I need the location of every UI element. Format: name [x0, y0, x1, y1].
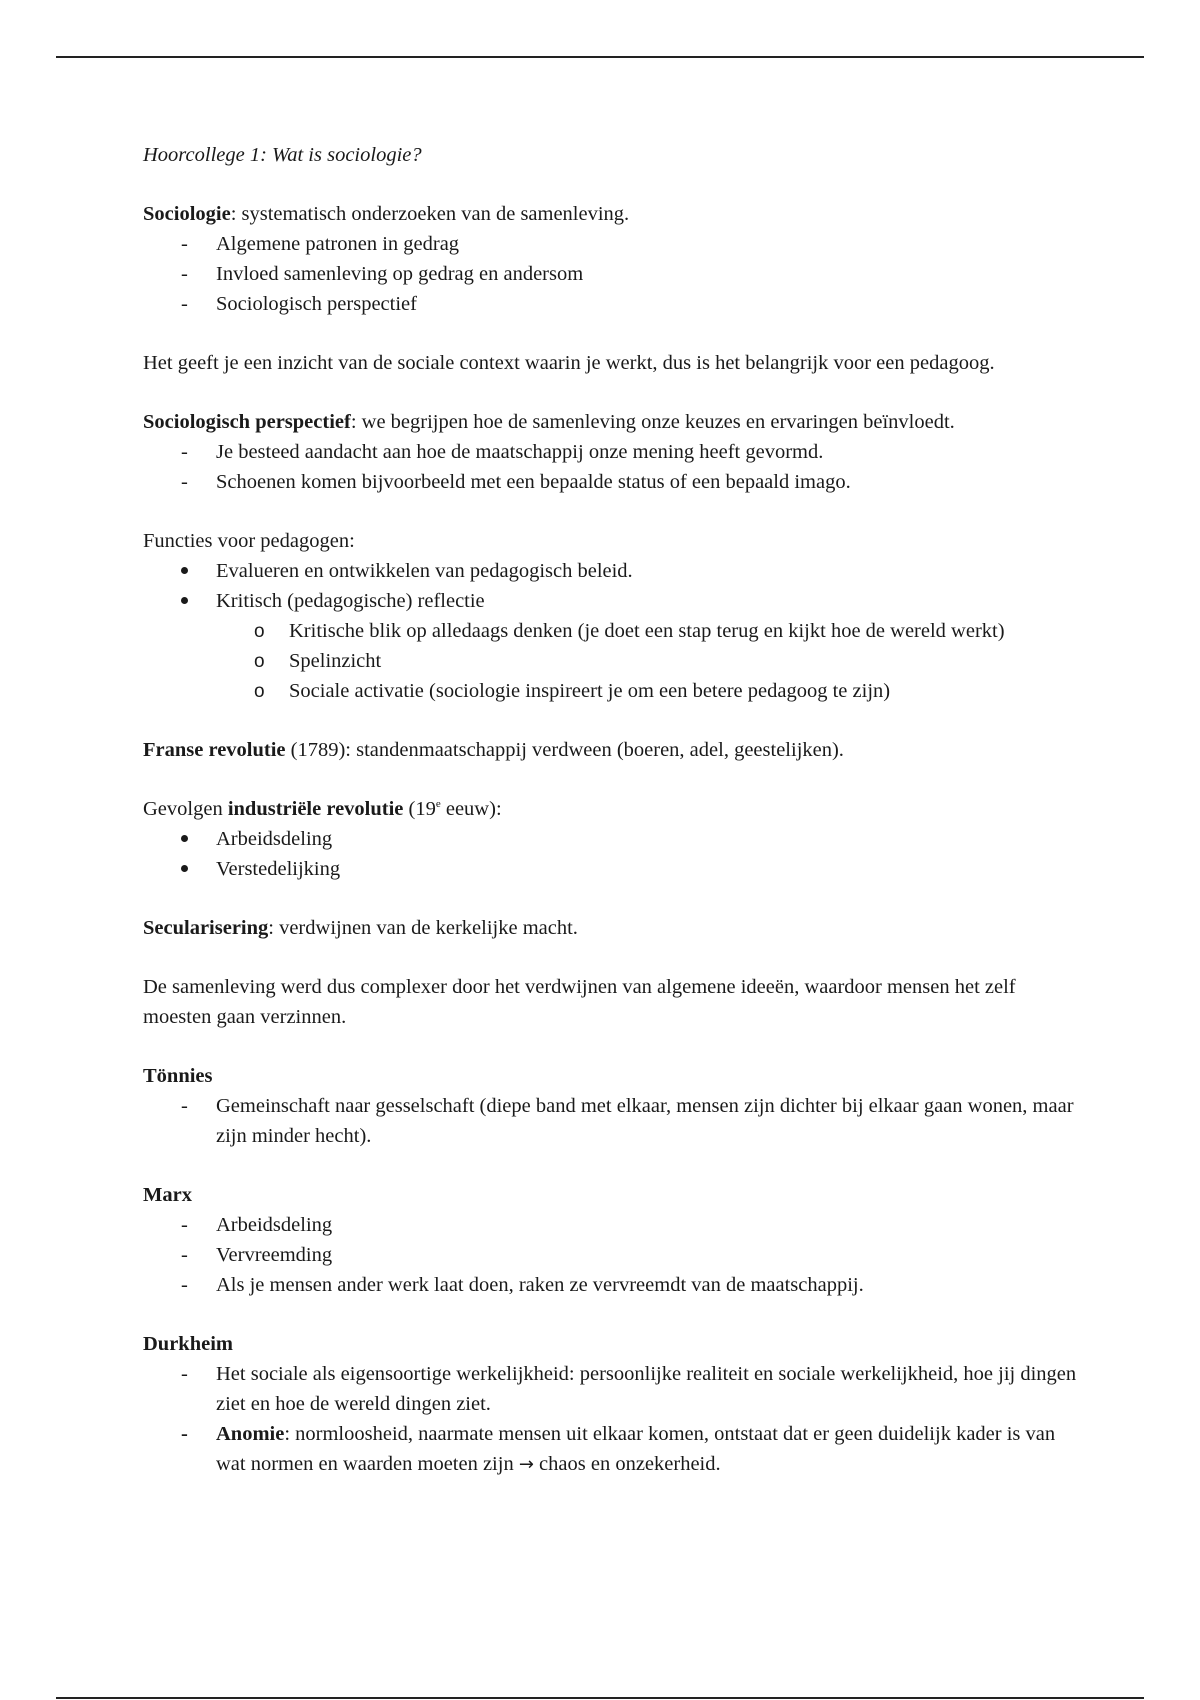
dash-bullet [181, 467, 201, 497]
dash-bullet [181, 1419, 201, 1449]
document-title: Hoorcollege 1: Wat is sociologie? [143, 144, 422, 166]
sublist-item: o Kritische blik op alledaags denken (je doet een stap terug en kijkt hoe de wereld werkt) [216, 616, 1083, 646]
list-item: Evalueren en ontwikkelen van pedagogisch beleid. [216, 560, 633, 582]
list-durkheim [143, 1359, 1083, 1480]
list-perspectief [143, 437, 1083, 497]
list-item: - Invloed samenleving op gedrag en andersom [143, 259, 1083, 289]
list-item: - Sociologisch perspectief [143, 289, 1083, 319]
dash-bullet [181, 1210, 201, 1240]
term-secularisering: Secularisering [143, 917, 269, 939]
arrow-right-icon: → [518, 1454, 534, 1475]
term-franse-revolutie: Franse revolutie [143, 739, 286, 761]
list-item: - Arbeidsdeling [143, 1210, 1083, 1240]
paragraph-inzicht: Het geeft je een inzicht van de sociale context waarin je werkt, dus is het belangrijk voor een pedagoog. [143, 352, 995, 374]
list-item: Kritisch (pedagogische) reflectie o Kritische blik op alledaags denken (je doet een stap terug en kijkt hoe de wereld werkt) o Spelinzicht o Sociale activatie (sociologie inspireert je om een betere pedagoog te zijn) [143, 586, 1083, 706]
list-item: - Het sociale als eigensoortige werkelijkheid: persoonlijke realiteit en sociale werkelijkheid, hoe jij dingen ziet en hoe de wereld dingen ziet. [143, 1359, 1083, 1419]
dash-bullet [181, 1240, 201, 1270]
dash-bullet [181, 1359, 201, 1389]
list-item: - Je besteed aandacht aan hoe de maatschappij onze mening heeft gevormd. [143, 437, 1083, 467]
circle-bullet [254, 616, 274, 647]
header-rule [56, 56, 1144, 58]
dash-bullet [181, 259, 201, 289]
circle-bullet [254, 676, 274, 707]
list-item: - Algemene patronen in gedrag [143, 229, 1083, 259]
list-functies [143, 556, 1083, 706]
list-item: Arbeidsdeling [216, 828, 333, 850]
list-item: - Als je mensen ander werk laat doen, raken ze vervreemdt van de maatschappij. [143, 1270, 1083, 1300]
paragraph-perspectief: Sociologisch perspectief: we begrijpen hoe de samenleving onze keuzes en ervaringen beïnvloedt. [143, 411, 955, 433]
sublist-reflectie [216, 616, 1083, 706]
paragraph-sociologie: Sociologie: systematisch onderzoeken van de samenleving. [143, 203, 630, 225]
circle-bullet [254, 646, 274, 677]
list-marx [143, 1210, 1083, 1300]
list-item: - Gemeinschaft naar gesselschaft (diepe band met elkaar, mensen zijn dichter bij elkaar gaan wonen, maar zijn minder hecht). [143, 1091, 1083, 1151]
list-item: Verstedelijking [216, 858, 341, 880]
dash-bullet [181, 289, 201, 319]
sublist-item: o Sociale activatie (sociologie inspireert je om een betere pedagoog te zijn) [216, 676, 1083, 706]
heading-tonnies: Tönnies [143, 1065, 213, 1087]
paragraph-complexer: De samenleving werd dus complexer door het verdwijnen van algemene ideeën, waardoor mensen het zelf moesten gaan verzinnen. [143, 976, 1016, 1028]
list-tonnies [143, 1091, 1083, 1151]
dash-bullet [181, 1091, 201, 1121]
list-sociologie [143, 229, 1083, 319]
term-perspectief: Sociologisch perspectief [143, 411, 351, 433]
footer-rule [56, 1697, 1144, 1699]
heading-marx: Marx [143, 1184, 192, 1206]
list-item: - Vervreemding [143, 1240, 1083, 1270]
list-item: - Schoenen komen bijvoorbeeld met een bepaalde status of een bepaald imago. [143, 467, 1083, 497]
term-industriele-revolutie: industriële revolutie [227, 798, 404, 820]
paragraph-industrieel: Gevolgen industriële revolutie (19e eeuw): [143, 798, 502, 820]
paragraph-secularisering: Secularisering: verdwijnen van de kerkelijke macht. [143, 917, 578, 939]
term-anomie: Anomie [216, 1423, 285, 1445]
paragraph-franse-revolutie: Franse revolutie (1789): standenmaatschappij verdween (boeren, adel, geestelijken). [143, 739, 844, 761]
dash-bullet [181, 1270, 201, 1300]
document-body [143, 140, 1083, 1509]
dash-bullet [181, 437, 201, 467]
sublist-item: o Spelinzicht [216, 646, 1083, 676]
list-industrieel [143, 824, 1083, 884]
list-item: - Anomie: normloosheid, naarmate mensen uit elkaar komen, ontstaat dat er geen duidelijk kader is van wat normen en waarden moeten zijn → chaos en onzekerheid. [143, 1419, 1083, 1480]
heading-durkheim: Durkheim [143, 1333, 233, 1355]
term-sociologie: Sociologie [143, 203, 231, 225]
dash-bullet [181, 229, 201, 259]
heading-functies: Functies voor pedagogen: [143, 530, 355, 552]
